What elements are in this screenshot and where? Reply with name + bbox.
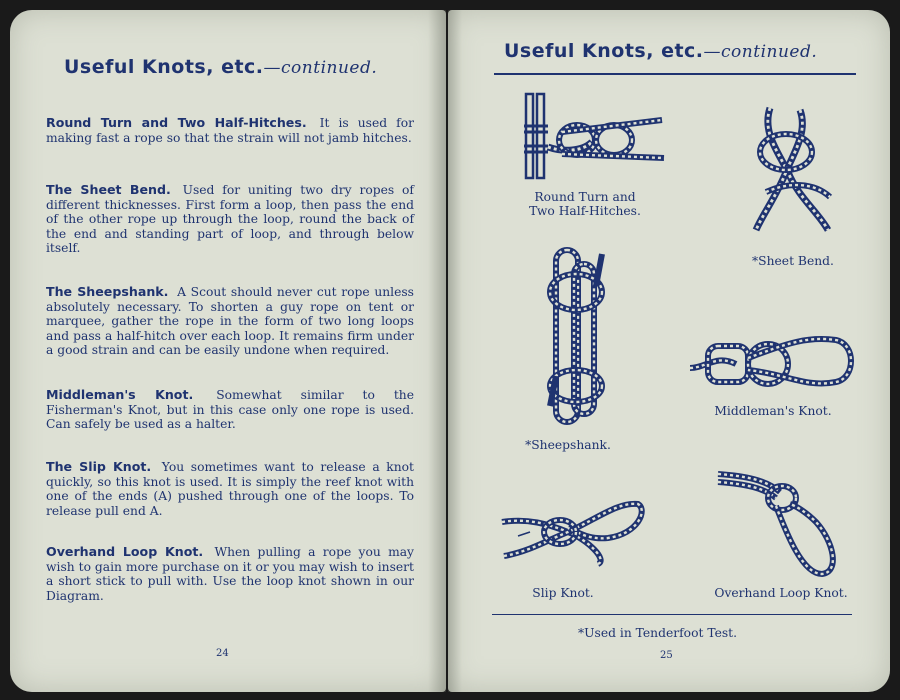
left-page	[10, 10, 446, 692]
caption-overhand-loop-knot: Overhand Loop Knot.	[714, 586, 848, 600]
sheet-bend-illustration	[748, 102, 838, 242]
left-header-italic: —continued.	[263, 58, 378, 78]
header-rule	[494, 73, 856, 75]
slip-knot-illustration	[498, 494, 648, 574]
entry-title: The Sheet Bend.	[46, 182, 171, 197]
entry-title: Middleman's Knot.	[46, 387, 194, 402]
round-turn-illustration	[522, 92, 672, 182]
entry-sheet-bend	[46, 183, 414, 256]
entry-body: You sometimes want to release a knot quickly, so this knot is used. It is simply the reef knot with one of the ends (A) pushed through one of the loops. To release pull end A.	[46, 460, 414, 518]
sheepshank-illustration	[544, 246, 614, 426]
entry-body: When pulling a rope you may wish to gain more purchase on it or you may wish to insert a short stick to pull with. Use the loop knot shown in our Diagram.	[46, 545, 415, 603]
entry-overhand-loop	[46, 545, 414, 603]
caption-sheepshank: *Sheepshank.	[525, 438, 611, 452]
entry-title: The Sheepshank.	[46, 284, 169, 299]
entry-middleman	[46, 388, 414, 432]
entry-body: Used for uniting two dry ropes of different thicknesses. First form a loop, then pass the end of the other rope up through the loop, round the back of the end and standing part of loop, and through below itself.	[46, 183, 414, 256]
entry-title: Overhand Loop Knot.	[46, 544, 204, 559]
footnote: *Used in Tenderfoot Test.	[578, 626, 738, 640]
right-page	[448, 10, 890, 692]
overhand-loop-knot-illustration	[716, 462, 846, 582]
entry-body: A Scout should never cut rope unless absolutely necessary. To shorten a guy rope on tent or marquee, gather the rope in the form of two long loops and pass a half-hitch over each loop. It remains firm under a good strain and can be easily undone when required.	[46, 285, 414, 358]
right-header-bold: Useful Knots, etc.	[504, 40, 704, 62]
caption-middlemans-knot: Middleman's Knot.	[714, 404, 832, 418]
caption-line: Round Turn and	[534, 190, 636, 204]
page-number-right: 25	[660, 650, 673, 661]
caption-sheet-bend: *Sheet Bend.	[752, 254, 834, 268]
entry-sheepshank	[46, 285, 414, 358]
footnote-rule	[492, 614, 852, 615]
caption-slip-knot: Slip Knot.	[532, 586, 594, 600]
right-header-italic: —continued.	[703, 42, 818, 62]
entry-title: The Slip Knot.	[46, 459, 152, 474]
left-page-header	[64, 56, 377, 78]
right-page-header	[504, 40, 817, 62]
left-header-bold: Useful Knots, etc.	[64, 56, 264, 78]
middlemans-knot-illustration	[686, 324, 856, 394]
caption-round-turn	[510, 190, 660, 218]
page-number-left: 24	[216, 648, 229, 659]
caption-line: Two Half-Hitches.	[529, 204, 641, 218]
entry-round-turn	[46, 116, 414, 145]
entry-body: Somewhat similar to the Fisherman's Knot, but in this case only one rope is used. Can safely be used as a halter.	[46, 388, 414, 432]
entry-body: It is used for making fast a rope so that the strain will not jamb hitches.	[46, 116, 414, 145]
entry-title: Round Turn and Two Half-Hitches.	[46, 115, 307, 130]
entry-slip-knot	[46, 460, 414, 518]
